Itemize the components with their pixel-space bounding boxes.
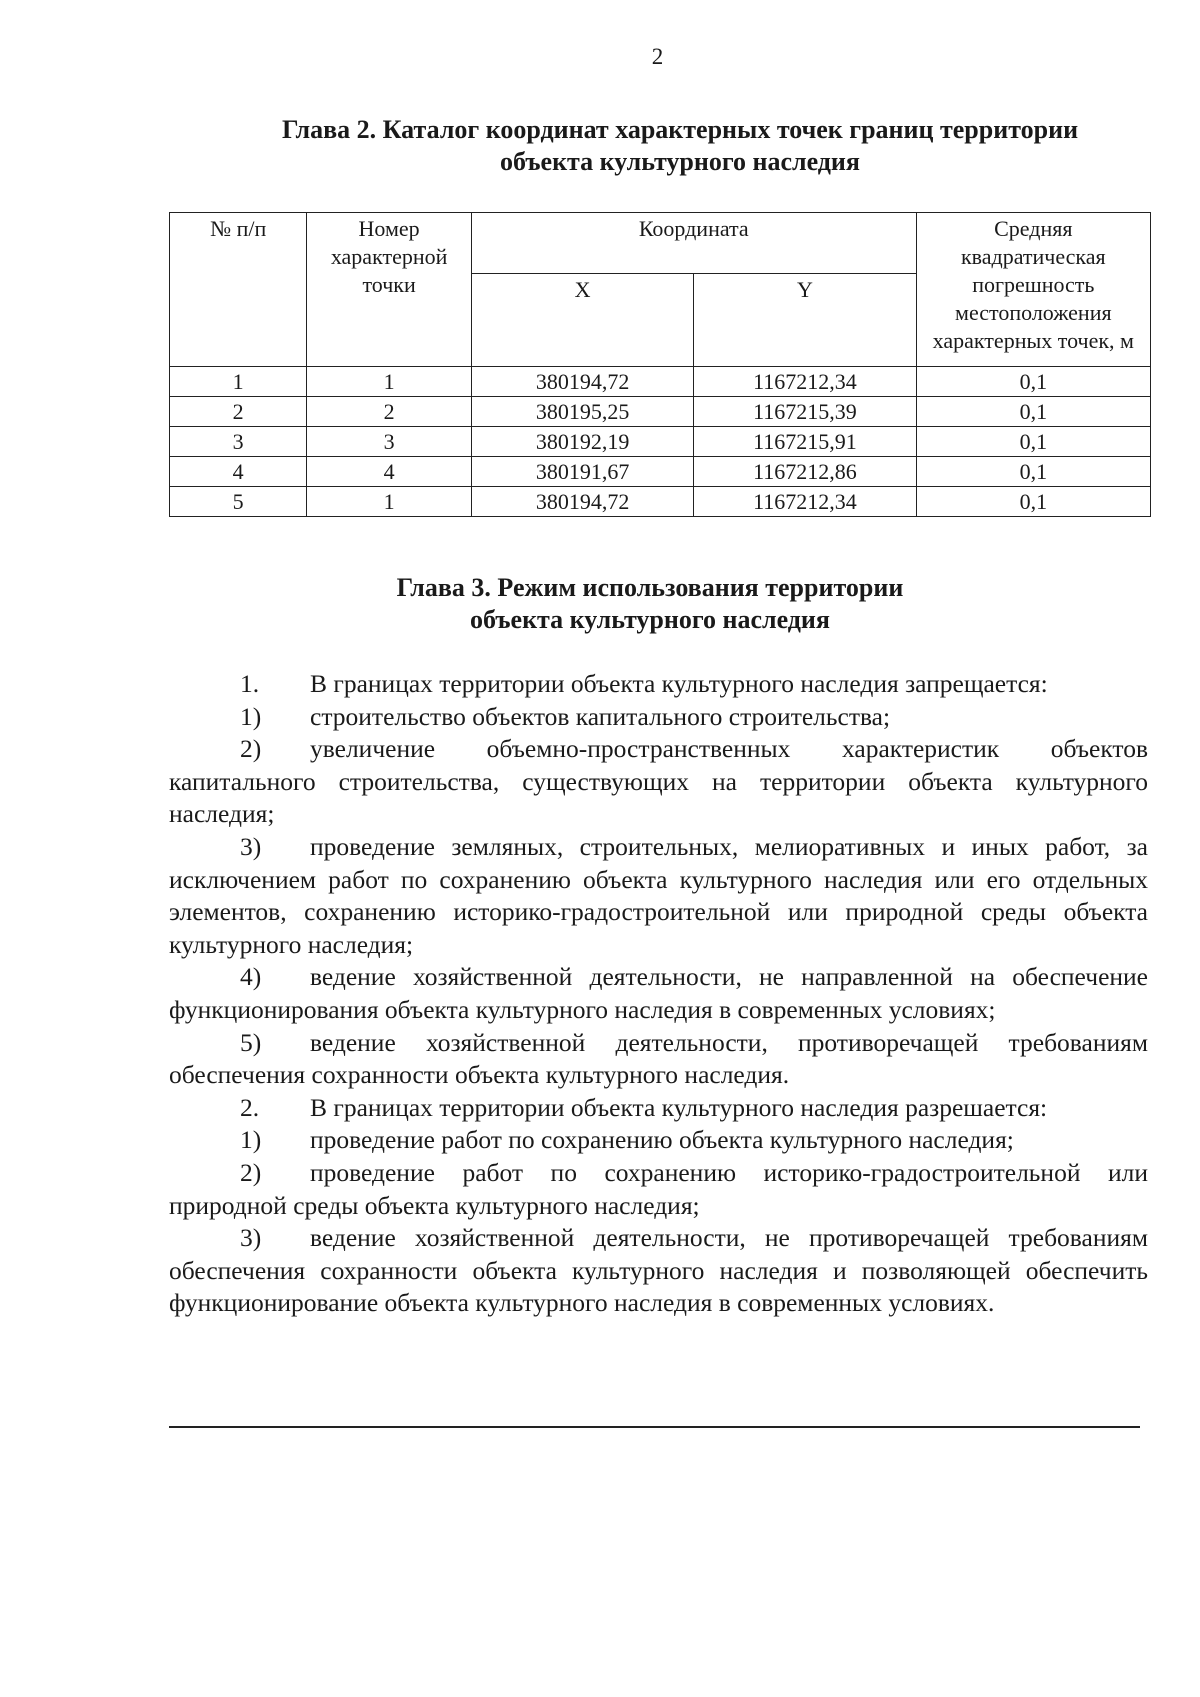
chapter-3-title	[150, 572, 1150, 636]
header-coordinate: Координата	[471, 213, 916, 274]
list-item-text: ведение хозяйственной деятельности, противоречащей требованиям обеспечения сохранности объекта культурного наследия.	[169, 1027, 1148, 1090]
chapter-3-title-line1: Глава 3. Режим использования территории	[396, 573, 904, 602]
cell-num: 3	[170, 427, 307, 457]
list-item-text: ведение хозяйственной деятельности, не противоречащей требованиям обеспечения сохранности объекта культурного наследия и позволяющей обеспечить функционирование объекта культурного наследия в современных условиях.	[169, 1223, 1148, 1318]
cell-error: 0,1	[916, 397, 1150, 427]
chapter-2-title-line2: объекта культурного наследия	[500, 147, 860, 176]
cell-num: 2	[170, 397, 307, 427]
list-item	[169, 831, 1148, 961]
table-row	[170, 427, 1151, 457]
cell-num: 4	[170, 457, 307, 487]
table-row	[170, 457, 1151, 487]
list-item	[169, 1027, 1148, 1092]
cell-x: 380194,72	[471, 487, 693, 517]
table-row	[170, 487, 1151, 517]
cell-point: 1	[307, 367, 472, 397]
cell-y: 1167212,86	[694, 457, 916, 487]
page-number: 2	[651, 44, 664, 69]
cell-x: 380194,72	[471, 367, 693, 397]
list-item	[169, 668, 1148, 701]
cell-x: 380191,67	[471, 457, 693, 487]
list-item-number: 3)	[240, 1223, 262, 1253]
cell-point: 2	[307, 397, 472, 427]
list-item	[169, 961, 1148, 1026]
list-item	[169, 1092, 1148, 1125]
cell-error: 0,1	[916, 367, 1150, 397]
chapter-2-title	[180, 114, 1180, 178]
chapter-3-body	[169, 668, 1148, 1320]
coordinates-table	[169, 212, 1151, 517]
cell-num: 1	[170, 367, 307, 397]
list-item-text: проведение земляных, строительных, мелиоративных и иных работ, за исключением работ по сохранению объекта культурного наследия или его отдельных элементов, сохранению историко-градостроительной или природной среды объекта культурного наследия;	[169, 831, 1148, 959]
end-divider	[169, 1426, 1140, 1428]
list-item-text: В границах территории объекта культурного наследия разрешается:	[310, 1092, 1048, 1122]
header-point: Номер характерной точки	[307, 213, 472, 367]
list-item-number: 1)	[240, 701, 262, 731]
list-item	[169, 1124, 1148, 1157]
header-y: Y	[694, 274, 916, 367]
cell-error: 0,1	[916, 487, 1150, 517]
header-error: Средняя квадратическая погрешность местоположения характерных точек, м	[916, 213, 1150, 367]
list-item-text: ведение хозяйственной деятельности, не направленной на обеспечение функционирования объекта культурного наследия в современных условиях;	[169, 962, 1148, 1024]
cell-y: 1167212,34	[694, 487, 916, 517]
list-item-number: 2.	[240, 1092, 260, 1122]
cell-y: 1167215,91	[694, 427, 916, 457]
list-item-text: увеличение объемно-пространственных характеристик объектов капитального строительства, существующих на территории объекта культурного наследия;	[169, 734, 1148, 829]
list-item-number: 4)	[240, 962, 262, 992]
list-item	[169, 733, 1148, 831]
list-item-number: 1)	[240, 1125, 262, 1155]
list-item	[169, 1222, 1148, 1320]
header-num: № п/п	[170, 213, 307, 367]
table-row	[170, 367, 1151, 397]
table-row	[170, 397, 1151, 427]
list-item-text: проведение работ по сохранению историко-градостроительной или природной среды объекта культурного наследия;	[169, 1157, 1148, 1220]
cell-point: 3	[307, 427, 472, 457]
list-item-number: 2)	[240, 1157, 262, 1187]
list-item	[169, 1157, 1148, 1222]
list-item-number: 5)	[240, 1027, 262, 1057]
chapter-2-title-line1: Глава 2. Каталог координат характерных точек границ территории	[281, 115, 1079, 144]
cell-y: 1167212,34	[694, 367, 916, 397]
cell-num: 5	[170, 487, 307, 517]
cell-x: 380195,25	[471, 397, 693, 427]
list-item	[169, 701, 1148, 734]
cell-error: 0,1	[916, 457, 1150, 487]
cell-y: 1167215,39	[694, 397, 916, 427]
cell-x: 380192,19	[471, 427, 693, 457]
list-item-number: 1.	[240, 669, 260, 698]
cell-point: 4	[307, 457, 472, 487]
list-item-number: 3)	[240, 831, 262, 861]
cell-error: 0,1	[916, 427, 1150, 457]
list-item-number: 2)	[240, 734, 262, 764]
chapter-3-title-line2: объекта культурного наследия	[470, 605, 830, 634]
cell-point: 1	[307, 487, 472, 517]
list-item-text: В границах территории объекта культурного наследия запрещается:	[310, 669, 1048, 698]
list-item-text: проведение работ по сохранению объекта культурного наследия;	[310, 1125, 1014, 1155]
list-item-text: строительство объектов капитального строительства;	[310, 701, 891, 731]
header-x: X	[471, 274, 693, 367]
